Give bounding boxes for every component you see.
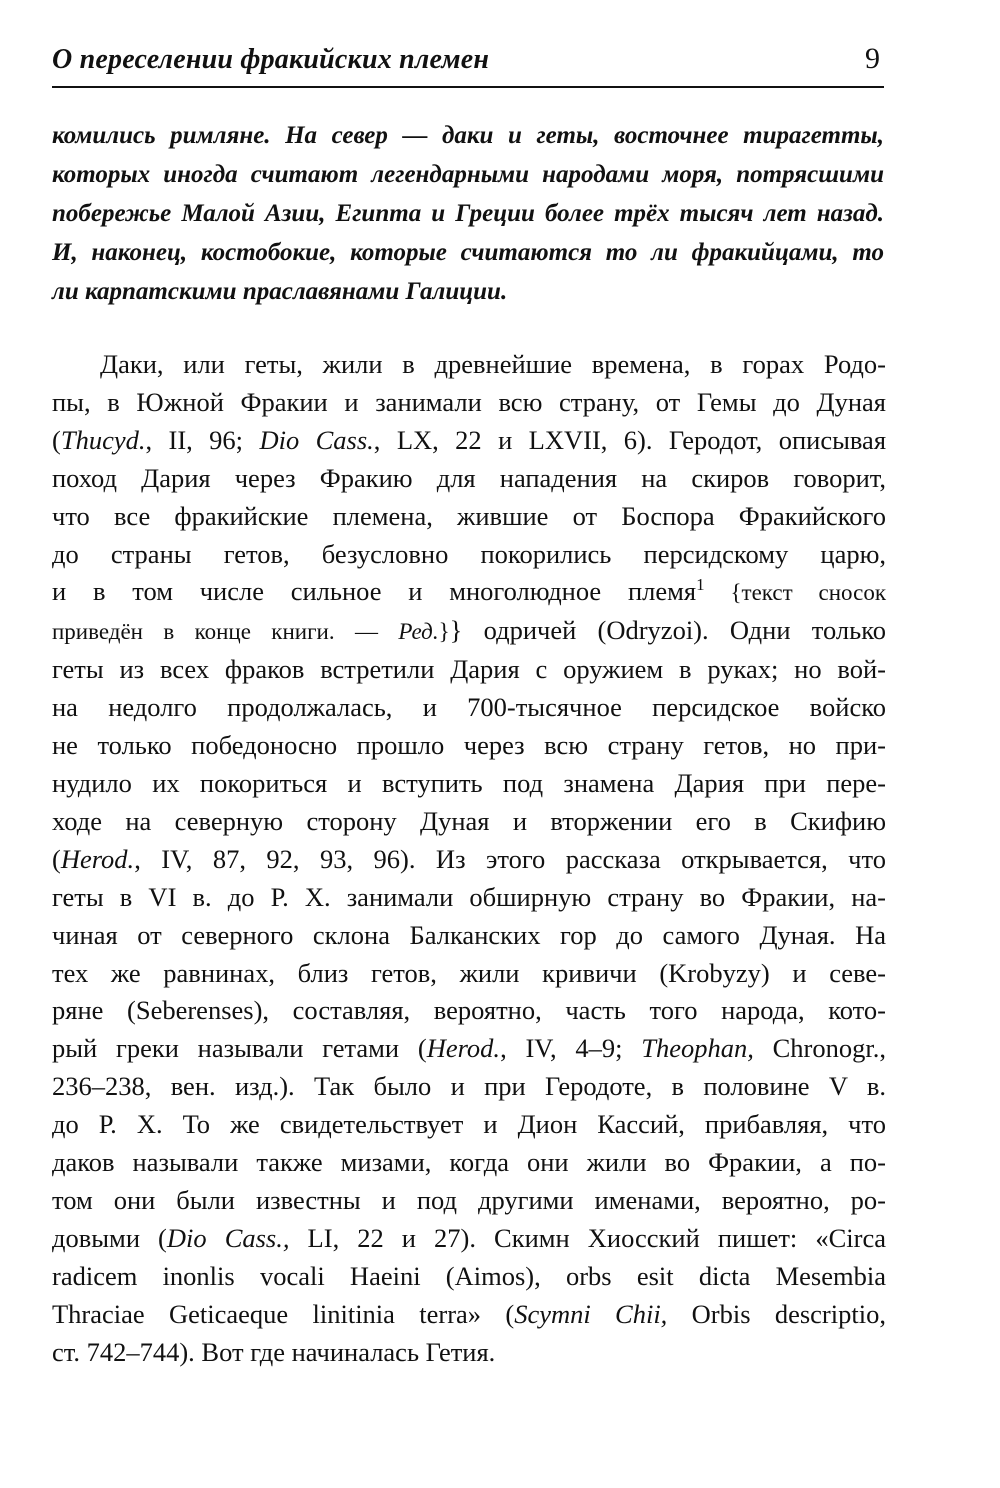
epigraph-line: которых иногда считают легендарными народами моря, потрясшими xyxy=(52,161,884,188)
text-line: до страны гетов, безусловно покорились персидскому царю, xyxy=(52,538,886,569)
text-line: до Р. Х. То же свидетельствует и Дион Кассий, прибавляя, что xyxy=(52,1109,886,1140)
text-line: геты в VI в. до Р. Х. занимали обширную страну во Фракии, на- xyxy=(52,881,886,912)
epigraph-line: ли карпатскими праславянами Галиции. xyxy=(52,278,508,305)
citation: Dio Cass., xyxy=(166,1222,290,1253)
text-line: ходе на северную сторону Дуная и вторжении его в Скифию xyxy=(52,805,886,836)
text-line: ст. 742–744). Вот где начиналась Гетия. xyxy=(52,1336,496,1367)
footnote-marker: 1 xyxy=(696,575,705,595)
text-line: тех же равнинах, близ гетов, жили кривичи (Krobyzy) и севе- xyxy=(52,957,886,988)
text-line: Thraciae Geticaeque linitinia terra» (Scymni Chii, Orbis descriptio, xyxy=(52,1298,886,1329)
text-line: приведён в конце книги. — Ред.}} одричей (Odryzoi). Одни только xyxy=(52,615,886,646)
citation: Herod. xyxy=(426,1033,501,1064)
text-line: не только победоносно прошло через всю страну гетов, но при- xyxy=(52,730,886,761)
epigraph-line: побережье Малой Азии, Египта и Греции более трёх тысяч лет назад. xyxy=(52,200,884,227)
text-line: (Herod., IV, 87, 92, 93, 96). Из этого рассказа открывается, что xyxy=(52,843,886,874)
citation: Dio Cass. xyxy=(259,424,374,455)
text-line: поход Дария через Фракию для нападения на скиров говорит, xyxy=(52,462,886,493)
text-line: на недолго продолжалась, и 700-тысячное персидское войско xyxy=(52,692,886,723)
text-line: Даки, или геты, жили в древнейшие времена, в горах Родо- xyxy=(100,349,886,379)
text-line: что все фракийские племена, жившие от Боспора Фракийского xyxy=(52,500,886,531)
text-line: пы, в Южной Фракии и занимали всю страну, от Гемы до Дуная xyxy=(52,386,886,417)
citation: Herod. xyxy=(60,843,135,874)
chapter-title: О переселении фракийских племен xyxy=(52,44,490,75)
text-line: чиная от северного склона Балканских гор до самого Дуная. На xyxy=(52,919,886,950)
citation: Theophan, xyxy=(641,1033,754,1064)
text-line: ряне (Seberenses), составляя, вероятно, часть того народа, кото- xyxy=(52,995,886,1026)
citation: Thucyd. xyxy=(60,424,146,455)
epigraph xyxy=(52,116,884,311)
text-line: том они были известны и под другими именами, вероятно, ро- xyxy=(52,1184,886,1215)
running-header xyxy=(52,38,884,88)
body-paragraph xyxy=(52,346,886,1371)
epigraph-line: И, наконец, костобокие, которые считаются то ли фракийцами, то xyxy=(52,239,884,266)
citation: Scymni Chii, xyxy=(514,1298,668,1329)
epigraph-line: комились римляне. На север — даки и геты, восточнее тирагетты, xyxy=(52,122,884,149)
page-number: 9 xyxy=(865,42,880,75)
text-line: (Thucyd., II, 96; Dio Cass., LX, 22 и LXVII, 6). Геродот, описывая xyxy=(52,424,887,455)
text-line: геты из всех фраков встретили Дария с оружием в руках; но вой- xyxy=(52,654,886,685)
text-line: и в том числе сильное и многолюдное племя$^1$ {текст сносок xyxy=(52,575,886,607)
text-line: довыми (Dio Cass., LI, 22 и 27). Скимн Хиосский пишет: «Circa xyxy=(52,1222,886,1253)
editor-note: Ред. xyxy=(398,619,439,645)
text-line: даков называли также мизами, когда они жили во Фракии, а по- xyxy=(52,1147,886,1178)
text-line: radicem inonlis vocali Haeini (Aimos), orbs esit dicta Mesembia xyxy=(52,1260,886,1291)
text-line: нудило их покориться и вступить под знамена Дария при пере- xyxy=(52,767,886,798)
text-line: рый греки называли гетами (Herod., IV, 4–9; Theophan, Chronogr., xyxy=(52,1033,886,1064)
text-line: 236–238, вен. изд.). Так было и при Геродоте, в половине V в. xyxy=(52,1071,886,1102)
